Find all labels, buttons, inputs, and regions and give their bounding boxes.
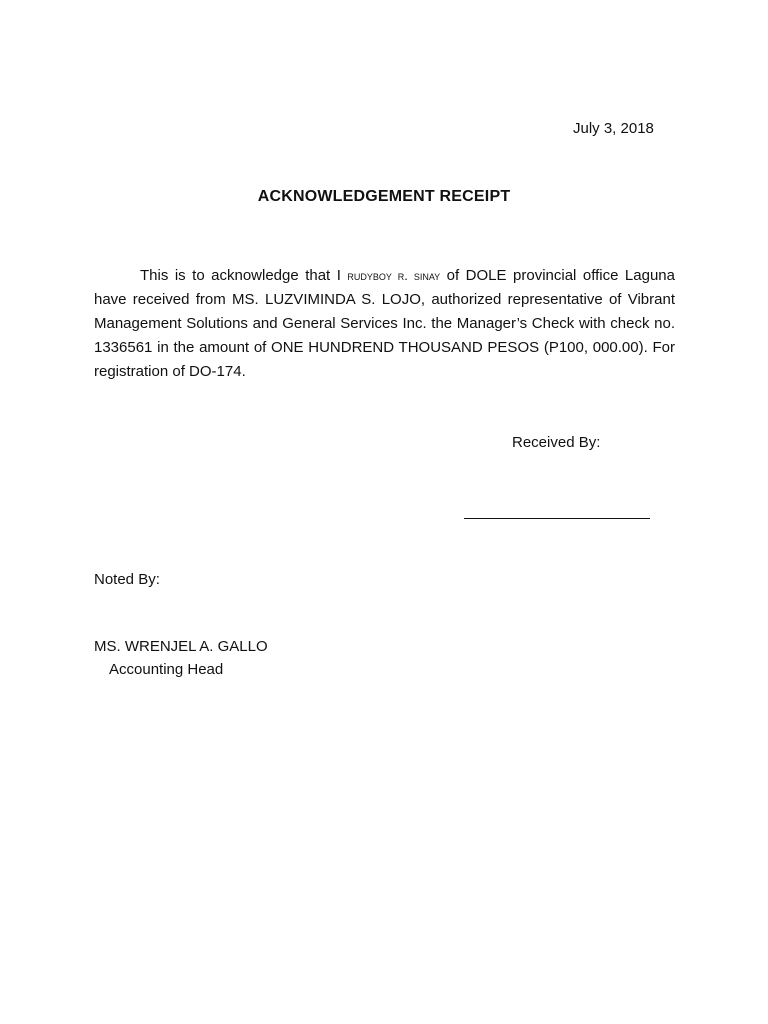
document-date: July 3, 2018 [573,120,654,137]
noted-by-label: Noted By: [94,571,160,588]
received-by-label: Received By: [512,434,601,451]
noter-name: MS. WRENJEL A. GALLO [94,638,268,655]
paragraph-text: of DOLE provincial office Laguna have received from MS. LUZVIMINDA S. LOJO, authorized representative of Vibrant Management Solutions and General Services Inc. the Manager’s Check with check no. 1336561 in the amount of ONE HUNDREND THOUSAND PESOS (P100, 000.00). For registration of DO-174. [94,267,675,380]
acknowledgement-paragraph [94,264,675,384]
signature-line [464,518,650,519]
recipient-name: rudyboy r. sinay [347,268,441,283]
paragraph-intro: This is to acknowledge that I [140,267,348,284]
document-title: ACKNOWLEDGEMENT RECEIPT [257,188,511,205]
noter-position: Accounting Head [109,661,224,678]
